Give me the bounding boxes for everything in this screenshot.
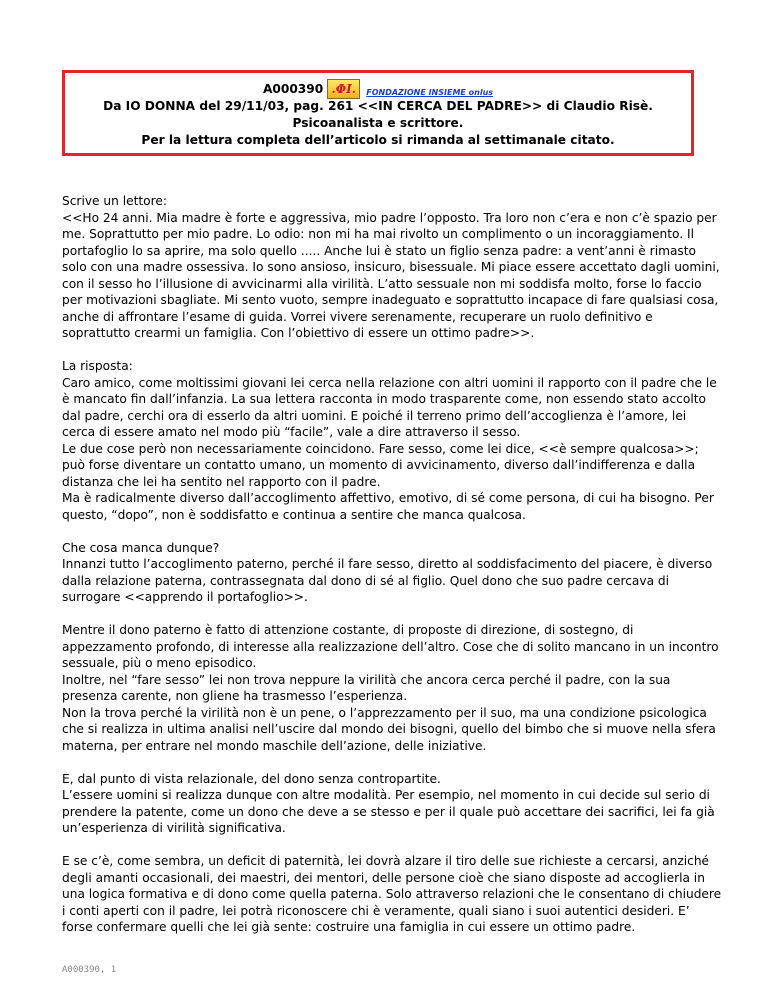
code-line [65, 79, 691, 98]
author-role: Psicoanalista e scrittore. [292, 116, 464, 130]
reference-note: Per la lettura completa dell’articolo si rimanda al settimanale citato. [141, 133, 615, 147]
article-header-box [62, 70, 694, 156]
paragraph: Che cosa manca dunque? Innanzi tutto l’accoglimento paterno, perché il fare sesso, diretto al soddisfacimento del piacere, è diverso dalla relazione paterna, contrassegnata dal dono di sé al figlio. Quel dono che suo padre cercava di surrogare <<apprendo il portafoglio>>. [62, 540, 713, 604]
document-code: A000390 [262, 82, 324, 96]
page-footer: A000390, 1 [62, 965, 117, 975]
source-line: Da IO DONNA del 29/11/03, pag. 261 <<IN CERCA DEL PADRE>> di Claudio Risè. [103, 99, 653, 113]
foundation-link[interactable]: FONDAZIONE INSIEME onlus [366, 88, 494, 97]
paragraph: E, dal punto di vista relazionale, del dono senza contropartite. L’essere uomini si realizza dunque con altre modalità. Per esempio, nel momento in cui decide sul serio di prendere la patente, come un dono che deve a se stesso e per il quale può accettare dei sacrifici, lei fa già un’esperienza di virilità significativa. [62, 771, 715, 835]
article-body [62, 193, 722, 952]
paragraph: La risposta: Caro amico, come moltissimi giovani lei cerca nella relazione con altri uomini il rapporto con il padre che le è mancato fin dall’infanzia. La sua lettera racconta in modo trasparente come, non essendo stato accolto dal padre, cerchi ora di esserlo da altri uomini. E poiché il terreno primo dell’accoglienza è l’amore, lei cerca di essere amato nel modo più “facile”, vale a dire attraverso il sesso. Le due cose però non necessariamente coincidono. Fare sesso, come lei dice, <<è sempre qualcosa>>; può forse diventare un contatto umano, un momento di avvicinamento, diverso dall’indifferenza e dalla distanza che lei ha sentito nel rapporto con il padre. Ma è radicalmente diverso dall’accoglimento affettivo, emotivo, di sé come persona, di cui ha bisogno. Per questo, “dopo”, non è soddisfatto e continua a sentire che manca qualcosa. [62, 359, 717, 522]
paragraph: Mentre il dono paterno è fatto di attenzione costante, di proposte di direzione, di sostegno, di appezzamento profondo, di interesse alla realizzazione dell’altro. Cose che di solito mancano in un incontro sessuale, più o meno episodico. Inoltre, nel “fare sesso” lei non trova neppure la virilità che ancora cerca perché il padre, con la sua presenza carente, non gliene ha trasmesso l’esperienza. Non la trova perché la virilità non è un pene, o l’apprezzamento per il suo, ma una condizione psicologica che si realizza in ultima analisi nell’uscire dal mondo dei bisogni, quello del bimbo che si muove nella sfera materna, per entrare nel mondo maschile dell’azione, delle iniziative. [62, 623, 719, 753]
paragraph: E se c’è, come sembra, un deficit di paternità, lei dovrà alzare il tiro delle sue richieste a cercarsi, anziché degli amanti occasionali, dei maestri, dei mentori, delle persone cioè che siano disposte ad accoglierla in una logica formativa e di dono come quella paterna. Solo attraverso relazioni che le consentano di chiudere i conti aperti con il padre, lei potrà riconoscere chi è veramente, quali siano i suoi autentici desideri. E’ forse confermare quelli che lei già sente: costruire una famiglia in cui essere un ottimo padre. [62, 854, 722, 934]
foundation-logo: .ΦI. [327, 79, 360, 99]
paragraph: Scrive un lettore: <<Ho 24 anni. Mia madre è forte e aggressiva, mio padre l’opposto. Tra loro non c’era e non c’è spazio per me. Soprattutto per mio padre. Lo odio: non mi ha mai rivolto un complimento o un incoraggiamento. Il portafoglio lo sa aprire, ma solo quello ..... Anche lui è stato un figlio senza padre: a vent’anni è rimasto solo con una madre ossessiva. Io sono ansioso, insicuro, bisessuale. Mi piace essere accettato dagli uomini, con il sesso ho l’illusione di avvicinarmi alla virilità. L’atto sessuale non mi soddisfa molto, forse lo faccio per motivazioni sbagliate. Mi sento vuoto, sempre inadeguato e soprattutto incapace di fare qualsiasi cosa, anche di affrontare l’esame di guida. Vorrei vivere serenamente, recuperare un ruolo definitivo e soprattutto crearmi un famiglia. Con l’obiettivo di essere un ottimo padre>>. [62, 194, 720, 340]
